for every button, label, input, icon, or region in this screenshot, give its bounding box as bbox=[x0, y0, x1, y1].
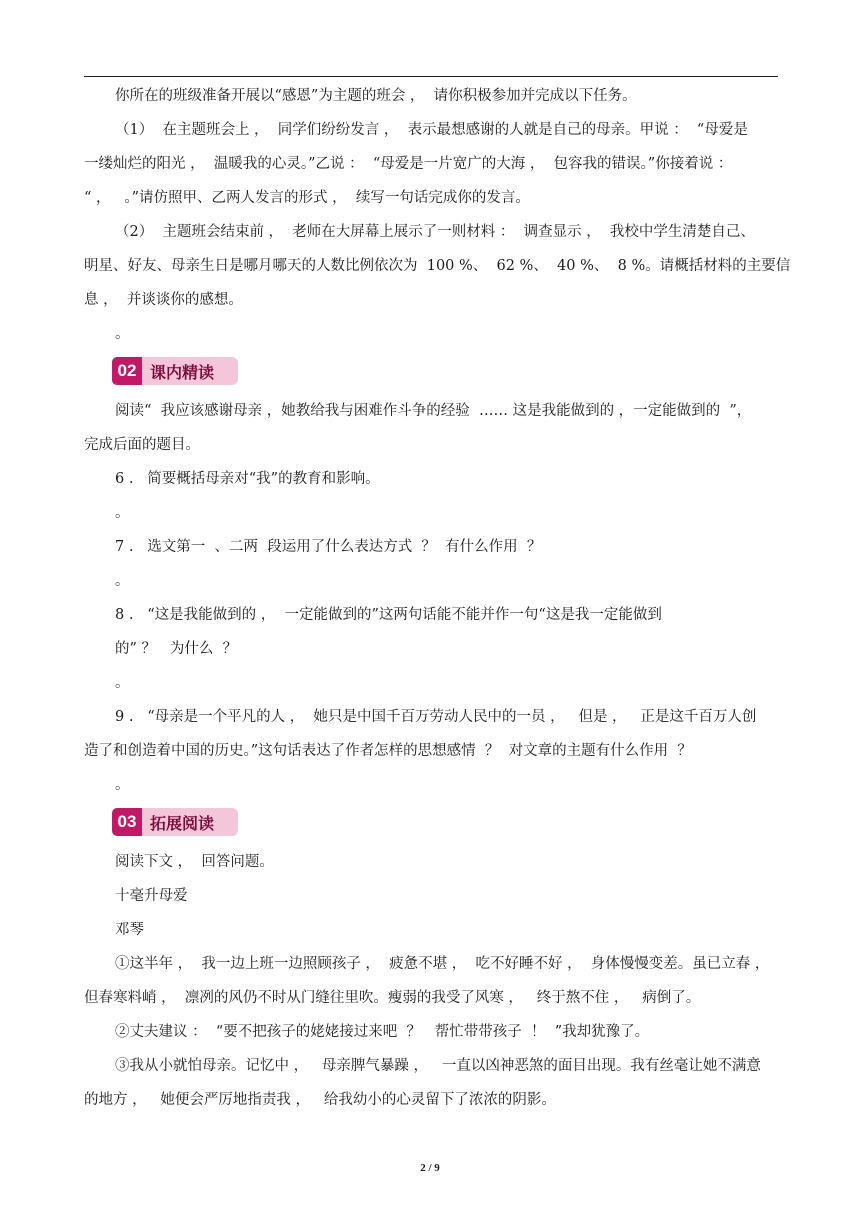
answer-blank: 。 bbox=[115, 326, 130, 342]
task2-line3: 息 ， 并谈谈你的感想。 bbox=[84, 292, 243, 308]
paragraph-2: ②丈夫建议 ： “要不把孩子的姥姥接过来吧 ？ 帮忙带带孩子 ！ ”我却犹豫了。 bbox=[115, 1024, 650, 1040]
question-8-line1: 8 . “这是我能做到的 ， 一定能做到的”这两句话能不能并作一句“这是我一定能做到 bbox=[115, 607, 662, 623]
reading2-prompt: 阅读下文 ， 回答问题。 bbox=[115, 854, 274, 870]
task1-line3: “ ， 。”请仿照甲、乙两人发言的形式 ， 续写一句话完成你的发言。 bbox=[84, 190, 530, 206]
section-badge-02 bbox=[112, 357, 238, 385]
article-author: 邓琴 bbox=[115, 922, 144, 938]
task1-line1: （1） 在主题班会上 ， 同学们纷纷发言 ， 表示最想感谢的人就是自己的母亲。甲说 ： “母爱是 bbox=[115, 122, 748, 138]
paragraph-1-line1: ①这半年 ， 我一边上班一边照顾孩子 ， 疲惫不堪 ， 吃不好睡不好 ， 身体慢慢变差。虽已立春 ， bbox=[115, 956, 770, 972]
task2-line2: 明星、好友、母亲生日是哪月哪天的人数比例依次为 100 %、 62 %、 40 %、 8 %。请概括材料的主要信 bbox=[84, 258, 791, 274]
section-number: 03 bbox=[112, 808, 142, 836]
answer-blank: 。 bbox=[115, 573, 130, 589]
page-number: 2 / 9 bbox=[420, 1162, 440, 1174]
question-7: 7 . 选文第一 、二两 段运用了什么表达方式 ？ 有什么作用 ？ bbox=[115, 539, 542, 555]
question-9-line1: 9 . “母亲是一个平凡的人 ， 她只是中国千百万劳动人民中的一员 ， 但是 ， 正是这千百万人创 bbox=[115, 709, 757, 725]
answer-blank: 。 bbox=[115, 777, 130, 793]
section-label: 拓展阅读 bbox=[142, 808, 238, 836]
question-6: 6 . 简要概括母亲对“我”的教育和影响。 bbox=[115, 471, 380, 487]
article-title: 十毫升母爱 bbox=[115, 888, 188, 904]
reading1-line2: 完成后面的题目。 bbox=[84, 437, 200, 453]
section-label: 课内精读 bbox=[142, 357, 238, 385]
question-9-line2: 造了和创造着中国的历史。”这句话表达了作者怎样的思想感情 ？ 对文章的主题有什么作用 ？ bbox=[84, 743, 692, 759]
intro-text: 你所在的班级准备开展以“感恩”为主题的班会 ， 请你积极参加并完成以下任务。 bbox=[115, 88, 637, 104]
paragraph-3-line1: ③我从小就怕母亲。记忆中 ， 母亲脾气暴躁 ， 一直以凶神恶煞的面目出现。我有丝毫让她不满意 bbox=[115, 1058, 761, 1074]
task2-line1: （2） 主题班会结束前 ， 老师在大屏幕上展示了一则材料 ： 调查显示 ， 我校中学生清楚自己、 bbox=[115, 224, 755, 240]
paragraph-3-line2: 的地方 ， 她便会严厉地指责我 ， 给我幼小的心灵留下了浓浓的阴影。 bbox=[84, 1092, 556, 1108]
answer-blank: 。 bbox=[115, 505, 130, 521]
header-rule bbox=[84, 76, 778, 77]
task1-line2: 一缕灿烂的阳光 ， 温暖我的心灵。”乙说 ： “母爱是一片宽广的大海 ， 包容我的错误。”你接着说 ： bbox=[84, 156, 733, 172]
section-badge-03 bbox=[112, 808, 238, 836]
reading1-line1: 阅读“ 我应该感谢母亲 ，她教给我与困难作斗争的经验 …… 这是我能做到的 ，一定能做到的 ”， bbox=[115, 403, 752, 419]
question-8-line2: 的” ？ 为什么 ？ bbox=[115, 641, 238, 657]
section-number: 02 bbox=[112, 357, 142, 385]
answer-blank: 。 bbox=[115, 675, 130, 691]
paragraph-1-line2: 但春寒料峭 ， 凛冽的风仍不时从门缝往里吹。瘦弱的我受了风寒 ， 终于熬不住 ， 病倒了。 bbox=[84, 990, 701, 1006]
